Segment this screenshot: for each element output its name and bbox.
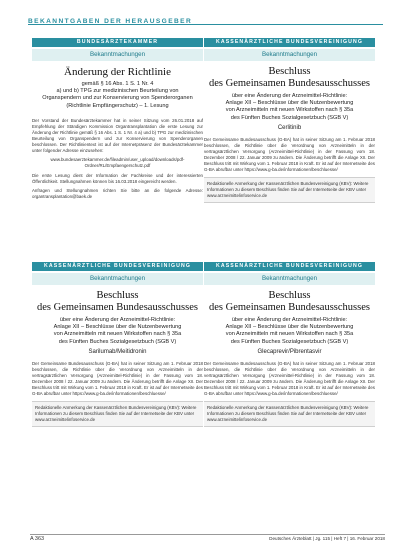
category-band: Bekanntmachungen	[204, 273, 375, 285]
article-bundesaerztekammer	[32, 38, 203, 258]
article-title: Änderung der Richtlinie	[64, 66, 171, 78]
article-gba-sarilumab	[32, 262, 203, 532]
editorial-note: Redaktionelle Anmerkung der Kassenärztlichen Bundesvereinigung (KBV): Weitere Informationen zu diesem Beschluss finden Sie auf der Internetseite der KBV unter www.arzneimittelinfoservice.de	[32, 401, 203, 426]
org-band: KASSENÄRZTLICHE BUNDESVEREINIGUNG	[204, 262, 375, 271]
drug-name: Sarilumab/Meitidronin	[88, 348, 147, 355]
guideline-link[interactable]: www.bundesaerztekammer.de/fileadmin/user_upload/downloads/pdf-Ordner/RL/Empfaengerschutz.pdf	[50, 157, 185, 169]
category-band: Bekanntmachungen	[32, 49, 203, 61]
article-body: Der Gemeinsame Bundesausschuss (G-BA) hat in seiner Sitzung am 1. Februar 2018 beschlossen, die Richtlinie über die Verordnung von Arzneimitteln in der vertragsärztlichen Versorgung (Arzneimittel-Richtlinie) in der Fassung vom 18. Dezember 2008 / 22. Januar 2009 zu ändern. Die Änderung betrifft die Anlage XII. Der Beschluss tritt mit Wirkung vom 1. Februar 2018 in Kraft. Er ist auf der Internetseite des G-BA abrufbar unter https://www.g-ba.de/informationen/beschluesse/	[32, 360, 203, 397]
journal-citation: Deutsches Ärzteblatt | Jg. 115 | Heft 7 | 16. Februar 2018	[269, 536, 385, 541]
article-body: Der Gemeinsame Bundesausschuss (G-BA) hat in seiner Sitzung am 1. Februar 2018 beschlossen, die Richtlinie über die Verordnung von Arzneimitteln in der vertragsärztlichen Versorgung (Arzneimittel-Richtlinie) in der Fassung vom 18. Dezember 2008 / 22. Januar 2009 zu ändern. Die Änderung betrifft die Anlage XII. Der Beschluss tritt mit Wirkung vom 1. Februar 2018 in Kraft. Er ist auf der Internetseite des G-BA abrufbar unter https://www.g-ba.de/informationen/beschluesse/	[204, 360, 375, 397]
article-gba-cerlitinib	[204, 38, 375, 258]
editorial-note: Redaktionelle Anmerkung der Kassenärztlichen Bundesvereinigung (KBV): Weitere Informationen zu diesem Beschluss finden Sie auf der Internetseite der KBV unter www.arzneimittelinfoservice.de	[204, 401, 375, 426]
article-subtitle: gemäß § 16 Abs. 1 S. 1 Nr. 4 a) und b) TPG zur medizinischen Beurteilung von Organspendern und zur Konservierung von Spenderorganen (Richtlinie Empfängerschutz) – 1. Lesung	[42, 81, 193, 109]
drug-name: Glecaprevir/Pibrentasvir	[257, 348, 322, 355]
article-body: Der Vorstand der Bundesärztekammer hat in seiner Sitzung vom 26.01.2018 auf Empfehlung der Ständigen Kommission Organtransplantation die erste Lesung zur Änderung der Richtlinie gemäß § 16 Abs. 1 S. 1 Nr. 4 a) und b) TPG zur medizinischen Beurteilung von Organspendern und zur Konservierung von Spenderorganen beschlossen. Der Richtlinientext ist auf der Internetpräsenz der Bundesärztekammer unter folgender Adresse einzusehen: www.bundesaerztekammer.de/fileadmin/user_upload/downloads/pdf-Ordner/RL/Empfaengerschutz.pdf Die erste Lesung dient der Information der Fachkreise und der interessierten Öffentlichkeit. Stellungnahmen können bis 16.03.2018 eingereicht werden. Anfragen und Stellungnahmen richten Sie bitte an die folgende Adresse: organtransplantation@baek.de	[32, 117, 203, 199]
category-band: Bekanntmachungen	[204, 49, 375, 61]
article-subtitle: über eine Änderung der Arzneimittel-Richtlinie: Anlage XII – Beschlüsse über die Nutzenbewertung von Arzneimitteln mit neuen Wirkstoffen nach § 35a des Fünften Buches Sozialgesetzbuch (SGB V)	[225, 93, 354, 121]
section-header-title: BEKANNTGABEN DER HERAUSGEBER	[28, 18, 193, 25]
article-title: Beschluss des Gemeinsamen Bundesausschusses	[37, 290, 198, 313]
category-band: Bekanntmachungen	[32, 273, 203, 285]
article-subtitle: über eine Änderung der Arzneimittel-Richtlinie: Anlage XII – Beschlüsse über die Nutzenbewertung von Arzneimitteln mit neuen Wirkstoffen nach § 35a des Fünften Buches Sozialgesetzbuch (SGB V)	[225, 317, 354, 345]
article-gba-glecaprevir	[204, 262, 375, 532]
page-footer	[30, 534, 385, 544]
article-title: Beschluss des Gemeinsamen Bundesausschusses	[209, 66, 370, 89]
article-subtitle: über eine Änderung der Arzneimittel-Richtlinie: Anlage XII – Beschlüsse über die Nutzenbewertung von Arzneimitteln mit neuen Wirkstoffen nach § 35a des Fünften Buches Sozialgesetzbuch (SGB V)	[53, 317, 182, 345]
section-header	[28, 10, 383, 25]
drug-name: Cerlitinib	[277, 124, 302, 131]
editorial-note: Redaktionelle Anmerkung der Kassenärztlichen Bundesvereinigung (KBV): Weitere Informationen zu diesem Beschluss finden Sie auf der Internetseite der KBV unter www.arzneimittelinfoservice.de	[204, 177, 375, 202]
page-number: A 363	[30, 536, 45, 542]
article-body: Der Gemeinsame Bundesausschuss (G-BA) hat in seiner Sitzung am 1. Februar 2018 beschlossen, die Richtlinie über die Verordnung von Arzneimitteln in der vertragsärztlichen Versorgung (Arzneimittel-Richtlinie) in der Fassung vom 18. Dezember 2008 / 22. Januar 2009 zu ändern. Die Änderung betrifft die Anlage XII. Der Beschluss tritt mit Wirkung vom 1. Februar 2018 in Kraft. Er ist auf der Internetseite des G-BA abrufbar unter https://www.g-ba.de/informationen/beschluesse/	[204, 136, 375, 173]
org-band: BUNDESÄRZTEKAMMER	[32, 38, 203, 47]
org-band: KASSENÄRZTLICHE BUNDESVEREINIGUNG	[204, 38, 375, 47]
article-title: Beschluss des Gemeinsamen Bundesausschusses	[209, 290, 370, 313]
org-band: KASSENÄRZTLICHE BUNDESVEREINIGUNG	[32, 262, 203, 271]
